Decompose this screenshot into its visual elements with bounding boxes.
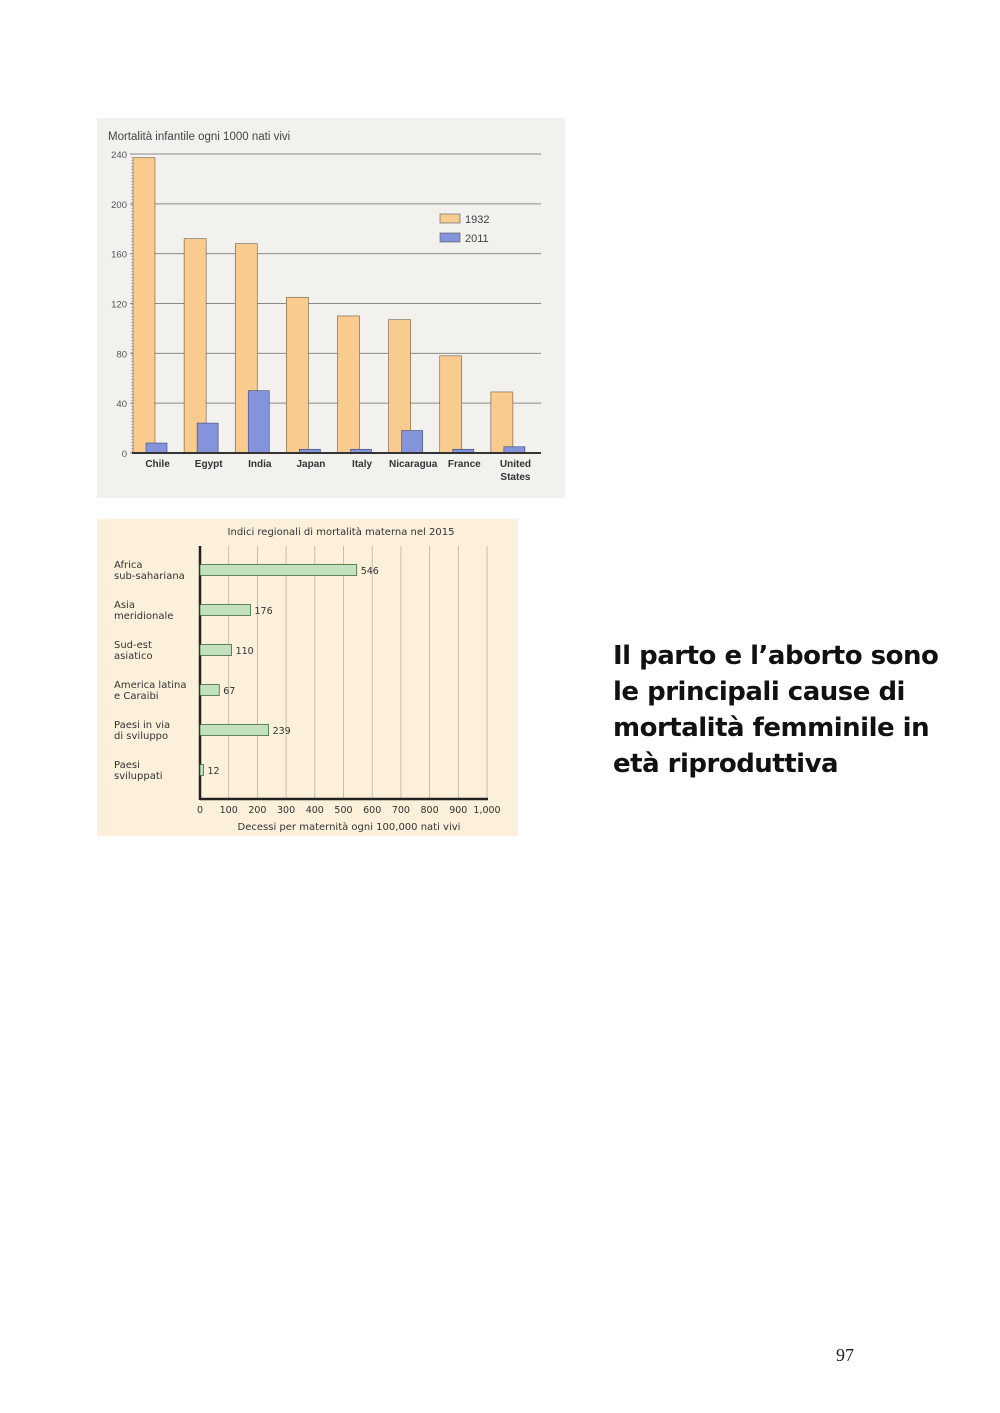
category-label: Asia	[114, 600, 135, 611]
y-tick-label: 160	[111, 249, 127, 261]
bar-2011	[146, 443, 167, 453]
category-label: Paesi in via	[114, 720, 171, 731]
infant-mortality-chart-svg	[97, 118, 565, 498]
infant-mortality-chart	[97, 118, 565, 498]
maternal-mortality-chart-svg	[97, 519, 518, 836]
maternal-mortality-chart	[97, 519, 518, 836]
x-tick-label: 700	[391, 805, 410, 816]
bar-1932	[133, 158, 155, 453]
x-tick-label: 300	[277, 805, 296, 816]
x-tick-label: 600	[363, 805, 382, 816]
data-label: 239	[272, 726, 291, 737]
x-tick-label: Italy	[352, 459, 373, 470]
bar	[200, 685, 219, 696]
x-tick-label: 1,000	[473, 805, 501, 816]
x-tick-label: France	[447, 459, 481, 470]
x-tick-label: Japan	[296, 459, 326, 470]
bar	[200, 645, 232, 656]
legend-swatch-1932	[440, 214, 460, 223]
category-label: Africa	[114, 560, 143, 571]
x-axis-label: Decessi per maternità ogni 100,000 nati vivi	[237, 822, 461, 833]
bar	[200, 765, 203, 776]
x-tick-label: States	[500, 472, 531, 483]
bar-2011	[402, 431, 423, 453]
category-label: asiatico	[114, 651, 153, 662]
y-tick-label: 40	[116, 399, 127, 411]
chart-title: Indici regionali di mortalità materna nel 2015	[227, 527, 455, 538]
chart-title: Mortalità infantile ogni 1000 nati vivi	[108, 131, 291, 143]
legend-label-2011: 2011	[465, 233, 489, 245]
bar-2011	[197, 423, 218, 453]
x-tick-label: Egypt	[194, 459, 223, 470]
data-label: 67	[223, 686, 236, 697]
bar	[200, 725, 269, 736]
x-tick-label: India	[248, 459, 272, 470]
x-tick-label: 500	[334, 805, 353, 816]
data-label: 110	[235, 646, 254, 657]
bar-1932	[338, 316, 360, 453]
bar-1932	[491, 392, 513, 453]
category-label: meridionale	[114, 611, 174, 622]
statement-text: Il parto e l’aborto sono le principali cause di mortalità femminile in età riproduttiva	[613, 641, 939, 779]
bar	[200, 565, 357, 576]
category-label: Sud-est	[114, 640, 152, 651]
x-tick-label: United	[499, 459, 531, 470]
category-label: Paesi	[114, 760, 140, 771]
bar-1932	[440, 356, 462, 453]
x-tick-label: 200	[248, 805, 267, 816]
data-label: 176	[254, 606, 273, 617]
page-number: 97	[836, 1345, 854, 1365]
y-tick-label: 200	[111, 199, 127, 211]
y-tick-label: 0	[121, 449, 127, 460]
bar-1932	[184, 239, 206, 453]
legend-swatch-2011	[440, 233, 460, 242]
x-tick-label: 0	[196, 805, 204, 816]
x-tick-label: Nicaragua	[389, 459, 438, 470]
category-label: sviluppati	[114, 771, 163, 782]
bar	[200, 605, 251, 616]
category-label: sub-sahariana	[114, 571, 185, 582]
x-tick-label: 400	[305, 805, 324, 816]
x-tick-label: 100	[219, 805, 238, 816]
category-label: America latina	[114, 680, 187, 691]
bar-2011	[248, 391, 269, 453]
y-tick-label: 240	[111, 150, 127, 161]
x-tick-label: 800	[420, 805, 439, 816]
data-label: 546	[360, 566, 379, 577]
category-label: e Caraibi	[114, 691, 159, 702]
x-tick-label: Chile	[145, 459, 170, 470]
legend-label-1932: 1932	[465, 214, 490, 226]
y-tick-label: 80	[116, 349, 127, 361]
x-tick-label: 900	[449, 805, 468, 816]
bar-1932	[286, 297, 308, 453]
category-label: di sviluppo	[114, 731, 169, 742]
data-label: 12	[207, 766, 220, 777]
y-tick-label: 120	[111, 299, 127, 311]
